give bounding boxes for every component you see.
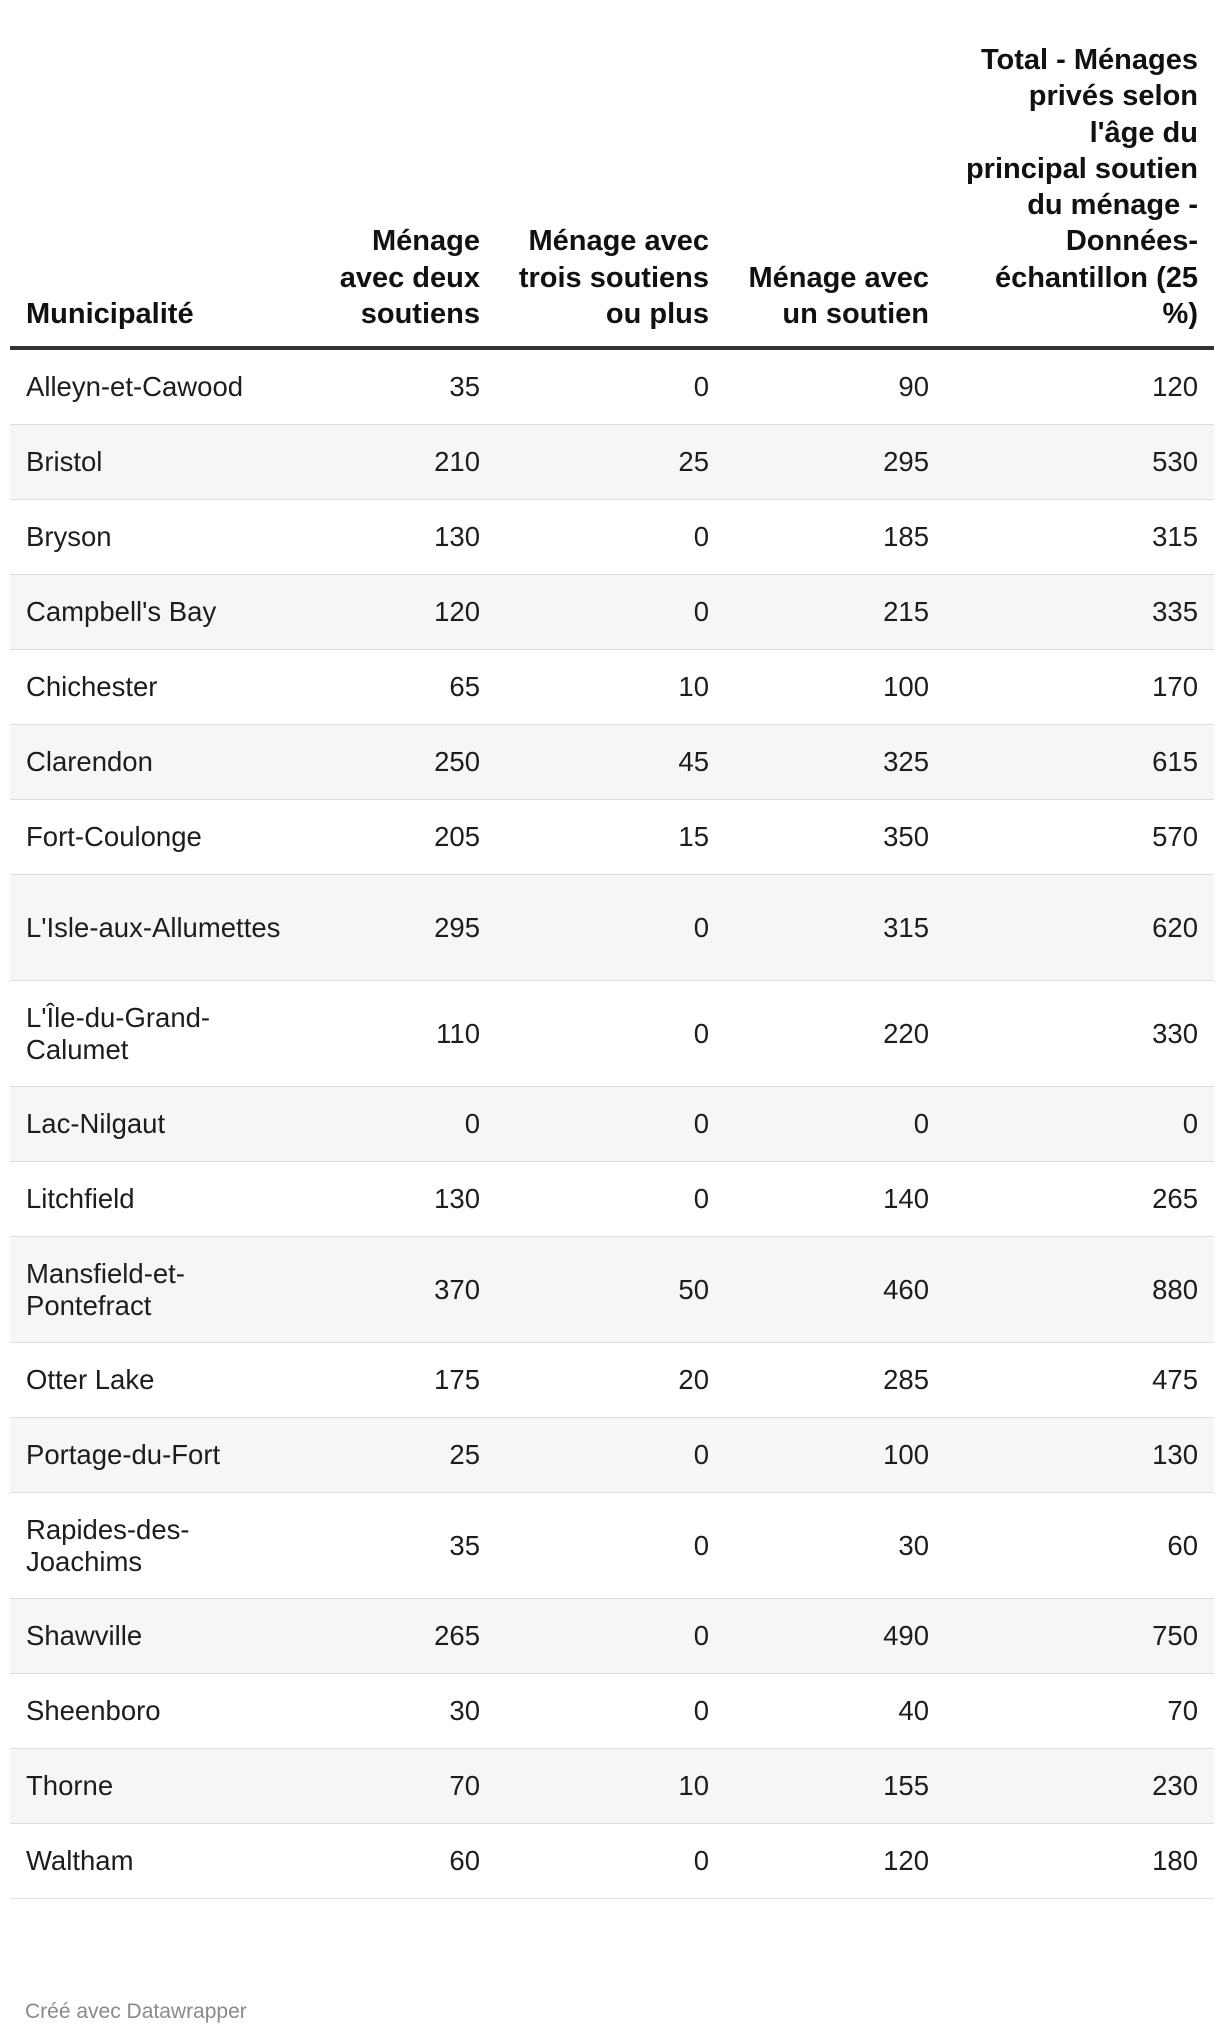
row-un-soutien: 140 — [725, 1162, 945, 1237]
municipality-table — [10, 42, 1214, 1899]
row-un-soutien: 185 — [725, 500, 945, 575]
row-deux-soutiens: 110 — [300, 981, 496, 1087]
row-municipality: Litchfield — [10, 1162, 300, 1237]
row-municipality: Waltham — [10, 1824, 300, 1899]
row-trois-soutiens: 0 — [496, 1674, 725, 1749]
row-total: 0 — [945, 1087, 1214, 1162]
row-municipality: Thorne — [10, 1749, 300, 1824]
row-trois-soutiens: 25 — [496, 425, 725, 500]
row-total: 180 — [945, 1824, 1214, 1899]
row-un-soutien: 120 — [725, 1824, 945, 1899]
column-header-trois-soutiens[interactable]: Ménage avec trois soutiens ou plus — [496, 42, 725, 348]
row-trois-soutiens: 20 — [496, 1343, 725, 1418]
row-municipality: Otter Lake — [10, 1343, 300, 1418]
row-deux-soutiens: 250 — [300, 725, 496, 800]
row-trois-soutiens: 45 — [496, 725, 725, 800]
table-row — [10, 1493, 1214, 1599]
table-header — [10, 42, 1214, 348]
row-deux-soutiens: 65 — [300, 650, 496, 725]
row-municipality: Shawville — [10, 1599, 300, 1674]
row-municipality: Bristol — [10, 425, 300, 500]
row-un-soutien: 215 — [725, 575, 945, 650]
row-total: 130 — [945, 1418, 1214, 1493]
row-trois-soutiens: 0 — [496, 1087, 725, 1162]
row-deux-soutiens: 120 — [300, 575, 496, 650]
row-trois-soutiens: 0 — [496, 575, 725, 650]
row-deux-soutiens: 30 — [300, 1674, 496, 1749]
row-municipality: Fort-Coulonge — [10, 800, 300, 875]
row-total: 530 — [945, 425, 1214, 500]
row-deux-soutiens: 205 — [300, 800, 496, 875]
row-municipality: Campbell's Bay — [10, 575, 300, 650]
row-deux-soutiens: 295 — [300, 875, 496, 981]
row-municipality: Bryson — [10, 500, 300, 575]
table-row — [10, 981, 1214, 1087]
table-body — [10, 348, 1214, 1899]
row-un-soutien: 100 — [725, 650, 945, 725]
row-total: 880 — [945, 1237, 1214, 1343]
table-row — [10, 425, 1214, 500]
row-total: 330 — [945, 981, 1214, 1087]
table-row — [10, 1418, 1214, 1493]
datawrapper-credit[interactable]: Créé avec Datawrapper — [25, 2000, 247, 2023]
row-municipality: Chichester — [10, 650, 300, 725]
row-un-soutien: 220 — [725, 981, 945, 1087]
row-un-soutien: 100 — [725, 1418, 945, 1493]
row-total: 170 — [945, 650, 1214, 725]
column-header-municipalite[interactable]: Municipalité — [10, 42, 300, 348]
row-municipality: L'Isle-aux-Allumettes — [10, 875, 300, 981]
row-total: 60 — [945, 1493, 1214, 1599]
row-un-soutien: 0 — [725, 1087, 945, 1162]
row-un-soutien: 40 — [725, 1674, 945, 1749]
row-un-soutien: 325 — [725, 725, 945, 800]
row-un-soutien: 350 — [725, 800, 945, 875]
table-row — [10, 800, 1214, 875]
row-deux-soutiens: 370 — [300, 1237, 496, 1343]
row-deux-soutiens: 130 — [300, 500, 496, 575]
row-deux-soutiens: 130 — [300, 1162, 496, 1237]
row-municipality: Clarendon — [10, 725, 300, 800]
table-row — [10, 1749, 1214, 1824]
table-row — [10, 500, 1214, 575]
row-deux-soutiens: 175 — [300, 1343, 496, 1418]
row-total: 750 — [945, 1599, 1214, 1674]
row-deux-soutiens: 0 — [300, 1087, 496, 1162]
row-deux-soutiens: 35 — [300, 348, 496, 425]
column-header-total[interactable]: Total - Ménages privés selon l'âge du principal soutien du ménage - Données-échantillon (25 %) — [945, 42, 1214, 348]
table-row — [10, 1087, 1214, 1162]
row-un-soutien: 315 — [725, 875, 945, 981]
row-trois-soutiens: 0 — [496, 1493, 725, 1599]
row-trois-soutiens: 0 — [496, 348, 725, 425]
row-deux-soutiens: 25 — [300, 1418, 496, 1493]
table-row — [10, 1599, 1214, 1674]
row-un-soutien: 295 — [725, 425, 945, 500]
row-municipality: Rapides-des-Joachims — [10, 1493, 300, 1599]
row-un-soutien: 490 — [725, 1599, 945, 1674]
table-row — [10, 348, 1214, 425]
row-trois-soutiens: 50 — [496, 1237, 725, 1343]
column-header-un-soutien[interactable]: Ménage avec un soutien — [725, 42, 945, 348]
row-trois-soutiens: 0 — [496, 1599, 725, 1674]
row-trois-soutiens: 15 — [496, 800, 725, 875]
row-total: 335 — [945, 575, 1214, 650]
row-deux-soutiens: 60 — [300, 1824, 496, 1899]
row-municipality: Portage-du-Fort — [10, 1418, 300, 1493]
row-total: 230 — [945, 1749, 1214, 1824]
table-row — [10, 725, 1214, 800]
row-trois-soutiens: 0 — [496, 1824, 725, 1899]
row-total: 120 — [945, 348, 1214, 425]
row-total: 265 — [945, 1162, 1214, 1237]
table-row — [10, 1824, 1214, 1899]
row-municipality: Mansfield-et-Pontefract — [10, 1237, 300, 1343]
row-total: 70 — [945, 1674, 1214, 1749]
row-trois-soutiens: 0 — [496, 500, 725, 575]
table-row — [10, 1237, 1214, 1343]
table-row — [10, 1162, 1214, 1237]
row-municipality: Lac-Nilgaut — [10, 1087, 300, 1162]
row-un-soutien: 30 — [725, 1493, 945, 1599]
row-un-soutien: 285 — [725, 1343, 945, 1418]
row-trois-soutiens: 10 — [496, 650, 725, 725]
table-row — [10, 1674, 1214, 1749]
row-trois-soutiens: 0 — [496, 875, 725, 981]
row-total: 615 — [945, 725, 1214, 800]
row-municipality: Sheenboro — [10, 1674, 300, 1749]
row-municipality: Alleyn-et-Cawood — [10, 348, 300, 425]
table-row — [10, 1343, 1214, 1418]
row-total: 570 — [945, 800, 1214, 875]
row-un-soutien: 90 — [725, 348, 945, 425]
row-deux-soutiens: 35 — [300, 1493, 496, 1599]
column-header-deux-soutiens[interactable]: Ménage avec deux soutiens — [300, 42, 496, 348]
row-un-soutien: 460 — [725, 1237, 945, 1343]
row-deux-soutiens: 265 — [300, 1599, 496, 1674]
row-trois-soutiens: 0 — [496, 981, 725, 1087]
table-row — [10, 875, 1214, 981]
row-trois-soutiens: 0 — [496, 1162, 725, 1237]
row-total: 315 — [945, 500, 1214, 575]
row-municipality: L'Île-du-Grand-Calumet — [10, 981, 300, 1087]
row-un-soutien: 155 — [725, 1749, 945, 1824]
table-row — [10, 650, 1214, 725]
row-total: 475 — [945, 1343, 1214, 1418]
table-row — [10, 575, 1214, 650]
row-trois-soutiens: 0 — [496, 1418, 725, 1493]
row-deux-soutiens: 70 — [300, 1749, 496, 1824]
row-trois-soutiens: 10 — [496, 1749, 725, 1824]
row-total: 620 — [945, 875, 1214, 981]
row-deux-soutiens: 210 — [300, 425, 496, 500]
